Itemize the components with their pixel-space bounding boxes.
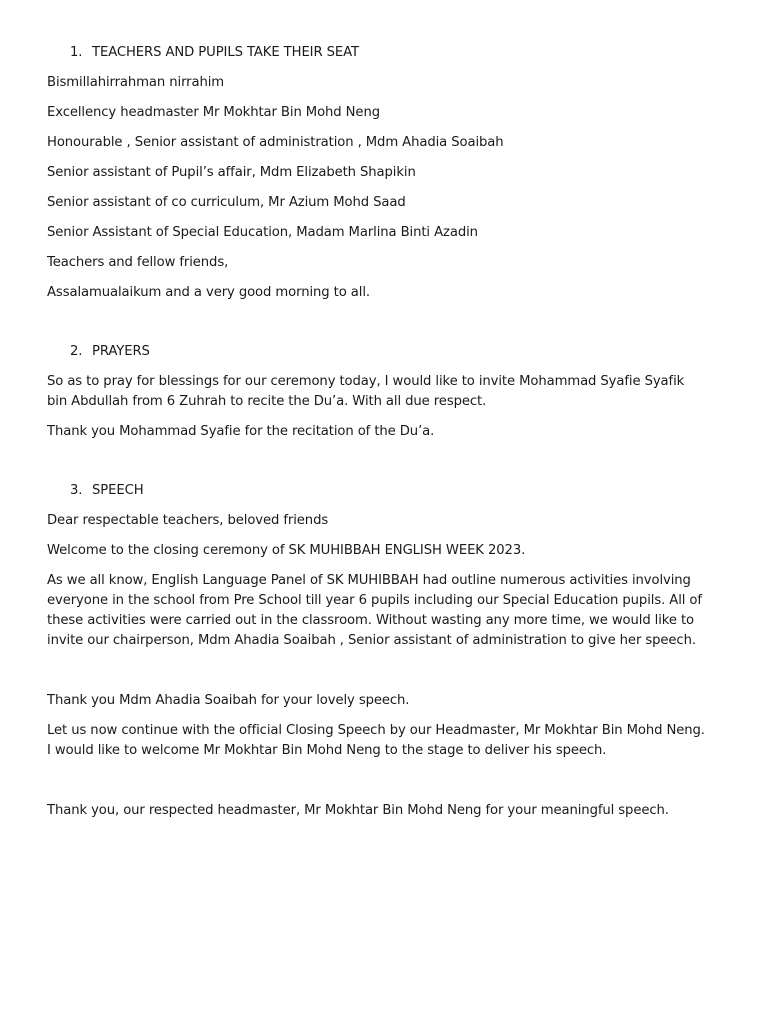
speech-line: Dear respectable teachers, beloved friends <box>47 513 329 528</box>
greeting-line: Bismillahirrahman nirrahim <box>47 75 225 90</box>
greeting-line: Teachers and fellow friends, <box>47 255 229 270</box>
greeting-line: Senior assistant of co curriculum, Mr Azium Mohd Saad <box>47 195 406 210</box>
greeting-line: Assalamualaikum and a very good morning to all. <box>47 285 370 300</box>
greeting-line: Senior Assistant of Special Education, Madam Marlina Binti Azadin <box>47 225 478 240</box>
prayer-thanks-line: Thank you Mohammad Syafie for the recitation of the Du’a. <box>47 424 435 439</box>
speech-paragraph-line: invite our chairperson, Mdm Ahadia Soaibah , Senior assistant of administration to give her speech. <box>47 633 696 648</box>
greeting-line: Honourable , Senior assistant of administration , Mdm Ahadia Soaibah <box>47 135 504 150</box>
section-number: 3. <box>70 483 83 498</box>
speech-paragraph-line: everyone in the school from Pre School till year 6 pupils including our Special Education pupils. All of <box>47 593 702 608</box>
section-heading-2 <box>70 342 150 362</box>
section-heading-3 <box>70 481 144 501</box>
prayer-paragraph-line: So as to pray for blessings for our ceremony today, I would like to invite Mohammad Syafie Syafik <box>47 374 685 389</box>
section-title: SPEECH <box>92 483 144 498</box>
speech-closing-line: Thank you, our respected headmaster, Mr Mokhtar Bin Mohd Neng for your meaningful speech. <box>47 803 669 818</box>
speech-thanks-line: Thank you Mdm Ahadia Soaibah for your lovely speech. <box>47 693 410 708</box>
greeting-line: Senior assistant of Pupil’s affair, Mdm Elizabeth Shapikin <box>47 165 416 180</box>
section-heading-1 <box>70 43 359 63</box>
section-title: PRAYERS <box>92 344 150 359</box>
speech-paragraph-line: I would like to welcome Mr Mokhtar Bin Mohd Neng to the stage to deliver his speech. <box>47 743 607 758</box>
section-number: 2. <box>70 344 83 359</box>
speech-line: Welcome to the closing ceremony of SK MUHIBBAH ENGLISH WEEK 2023. <box>47 543 526 558</box>
section-title: TEACHERS AND PUPILS TAKE THEIR SEAT <box>92 45 359 60</box>
prayer-paragraph-line: bin Abdullah from 6 Zuhrah to recite the Du’a. With all due respect. <box>47 394 487 409</box>
speech-paragraph-line: Let us now continue with the official Closing Speech by our Headmaster, Mr Mokhtar Bin Mohd Neng. <box>47 723 705 738</box>
speech-paragraph-line: As we all know, English Language Panel of SK MUHIBBAH had outline numerous activities involving <box>47 573 691 588</box>
speech-paragraph-line: these activities were carried out in the classroom. Without wasting any more time, we would like to <box>47 613 695 628</box>
section-number: 1. <box>70 45 83 60</box>
greeting-line: Excellency headmaster Mr Mokhtar Bin Mohd Neng <box>47 105 380 120</box>
